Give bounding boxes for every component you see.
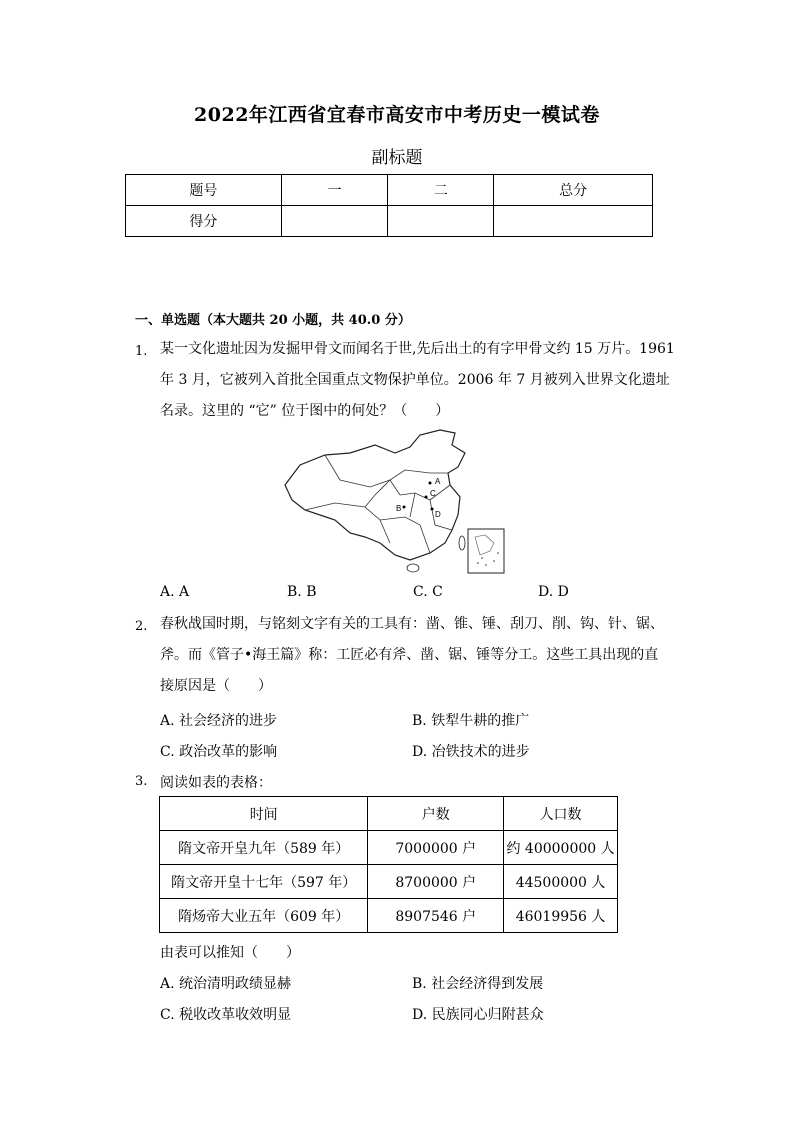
map-point: [425, 496, 428, 499]
score-header-cell: 一: [281, 175, 388, 206]
map-label: D: [435, 510, 441, 519]
table-cell: 约 40000000 人: [504, 831, 618, 865]
question-3-intro: 阅读如表的表格：: [160, 775, 272, 791]
option-b[interactable]: B. 铁犁牛耕的推广: [412, 713, 530, 729]
score-header-cell: 题号: [126, 175, 282, 206]
question-3-prompt: 由表可以推知（ ）: [160, 945, 300, 961]
score-entry-cell[interactable]: [494, 206, 653, 237]
table-cell: 7000000 户: [368, 831, 504, 865]
option-d[interactable]: D. 冶铁技术的进步: [412, 744, 530, 760]
option-c[interactable]: C. 政治改革的影响: [160, 744, 278, 760]
option-a[interactable]: A. A: [160, 584, 190, 600]
score-header-cell: 总分: [494, 175, 653, 206]
question-line: 年 3 月，它被列入首批全国重点文物保护单位。2006 年 7 月被列入世界文化遗址: [160, 372, 670, 388]
table-header-cell: 户数: [368, 797, 504, 831]
table-cell: 46019956 人: [504, 899, 618, 933]
table-header-cell: 时间: [160, 797, 368, 831]
table-cell: 隋炀帝大业五年（609 年）: [160, 899, 368, 933]
question-line: 名录。这里的 “它” 位于图中的何处？（ ）: [160, 403, 450, 419]
table-header-cell: 人口数: [504, 797, 618, 831]
score-entry-cell[interactable]: [388, 206, 494, 237]
section-heading: 一、单选题（本大题共 20 小题，共 40.0 分）: [135, 313, 411, 328]
taiwan-island: [459, 536, 465, 550]
score-entry-cell[interactable]: [281, 206, 388, 237]
map-label: A: [435, 477, 441, 486]
table-row: [160, 831, 618, 865]
map-point: [429, 482, 432, 485]
option-a[interactable]: A. 社会经济的进步: [160, 713, 278, 729]
option-b[interactable]: B. B: [287, 584, 317, 600]
map-label: B: [396, 504, 402, 513]
question-line: 春秋战国时期，与铭刻文字有关的工具有：凿、锥、锤、刮刀、削、钩、针、锯、: [160, 616, 664, 632]
map-point: [403, 506, 406, 509]
question-number: 1.: [135, 344, 148, 359]
option-c[interactable]: C. C: [413, 584, 443, 600]
exam-title: 2022年江西省宜春市高安市中考历史一模试卷: [194, 104, 600, 126]
question-line: 斧。而《管子•海王篇》称：工匠必有斧、凿、锯、锤等分工。这些工具出现的直: [160, 647, 659, 663]
score-header-cell: 二: [388, 175, 494, 206]
question-1-text: [160, 334, 680, 427]
table-cell: 44500000 人: [504, 865, 618, 899]
question-number: 3.: [135, 774, 148, 789]
population-table: [159, 796, 618, 933]
option-d[interactable]: D. 民族同心归附甚众: [412, 1007, 544, 1023]
table-header-row: [160, 797, 618, 831]
china-map-figure: [280, 425, 510, 577]
score-label-cell: 得分: [126, 206, 282, 237]
question-line: 接原因是（ ）: [160, 678, 272, 694]
option-c[interactable]: C. 税收改革收效明显: [160, 1007, 292, 1023]
table-cell: 隋文帝开皇十七年（597 年）: [160, 865, 368, 899]
map-point: [431, 508, 434, 511]
question-line: 某一文化遗址因为发掘甲骨文而闻名于世,先后出土的有字甲骨文约 15 万片。1961: [160, 341, 675, 357]
score-table-row: [126, 206, 653, 237]
table-row: [160, 899, 618, 933]
option-a[interactable]: A. 统治清明政绩显赫: [160, 976, 292, 992]
hainan-island: [407, 564, 419, 572]
option-b[interactable]: B. 社会经济得到发展: [412, 976, 544, 992]
table-cell: 8907546 户: [368, 899, 504, 933]
score-table: [125, 174, 653, 237]
table-cell: 隋文帝开皇九年（589 年）: [160, 831, 368, 865]
question-number: 2.: [135, 619, 148, 634]
table-row: [160, 865, 618, 899]
exam-subtitle: 副标题: [371, 148, 423, 168]
table-cell: 8700000 户: [368, 865, 504, 899]
option-d[interactable]: D. D: [538, 584, 569, 600]
question-2-text: [160, 609, 680, 702]
score-table-row: [126, 175, 653, 206]
map-label: C: [430, 489, 436, 498]
